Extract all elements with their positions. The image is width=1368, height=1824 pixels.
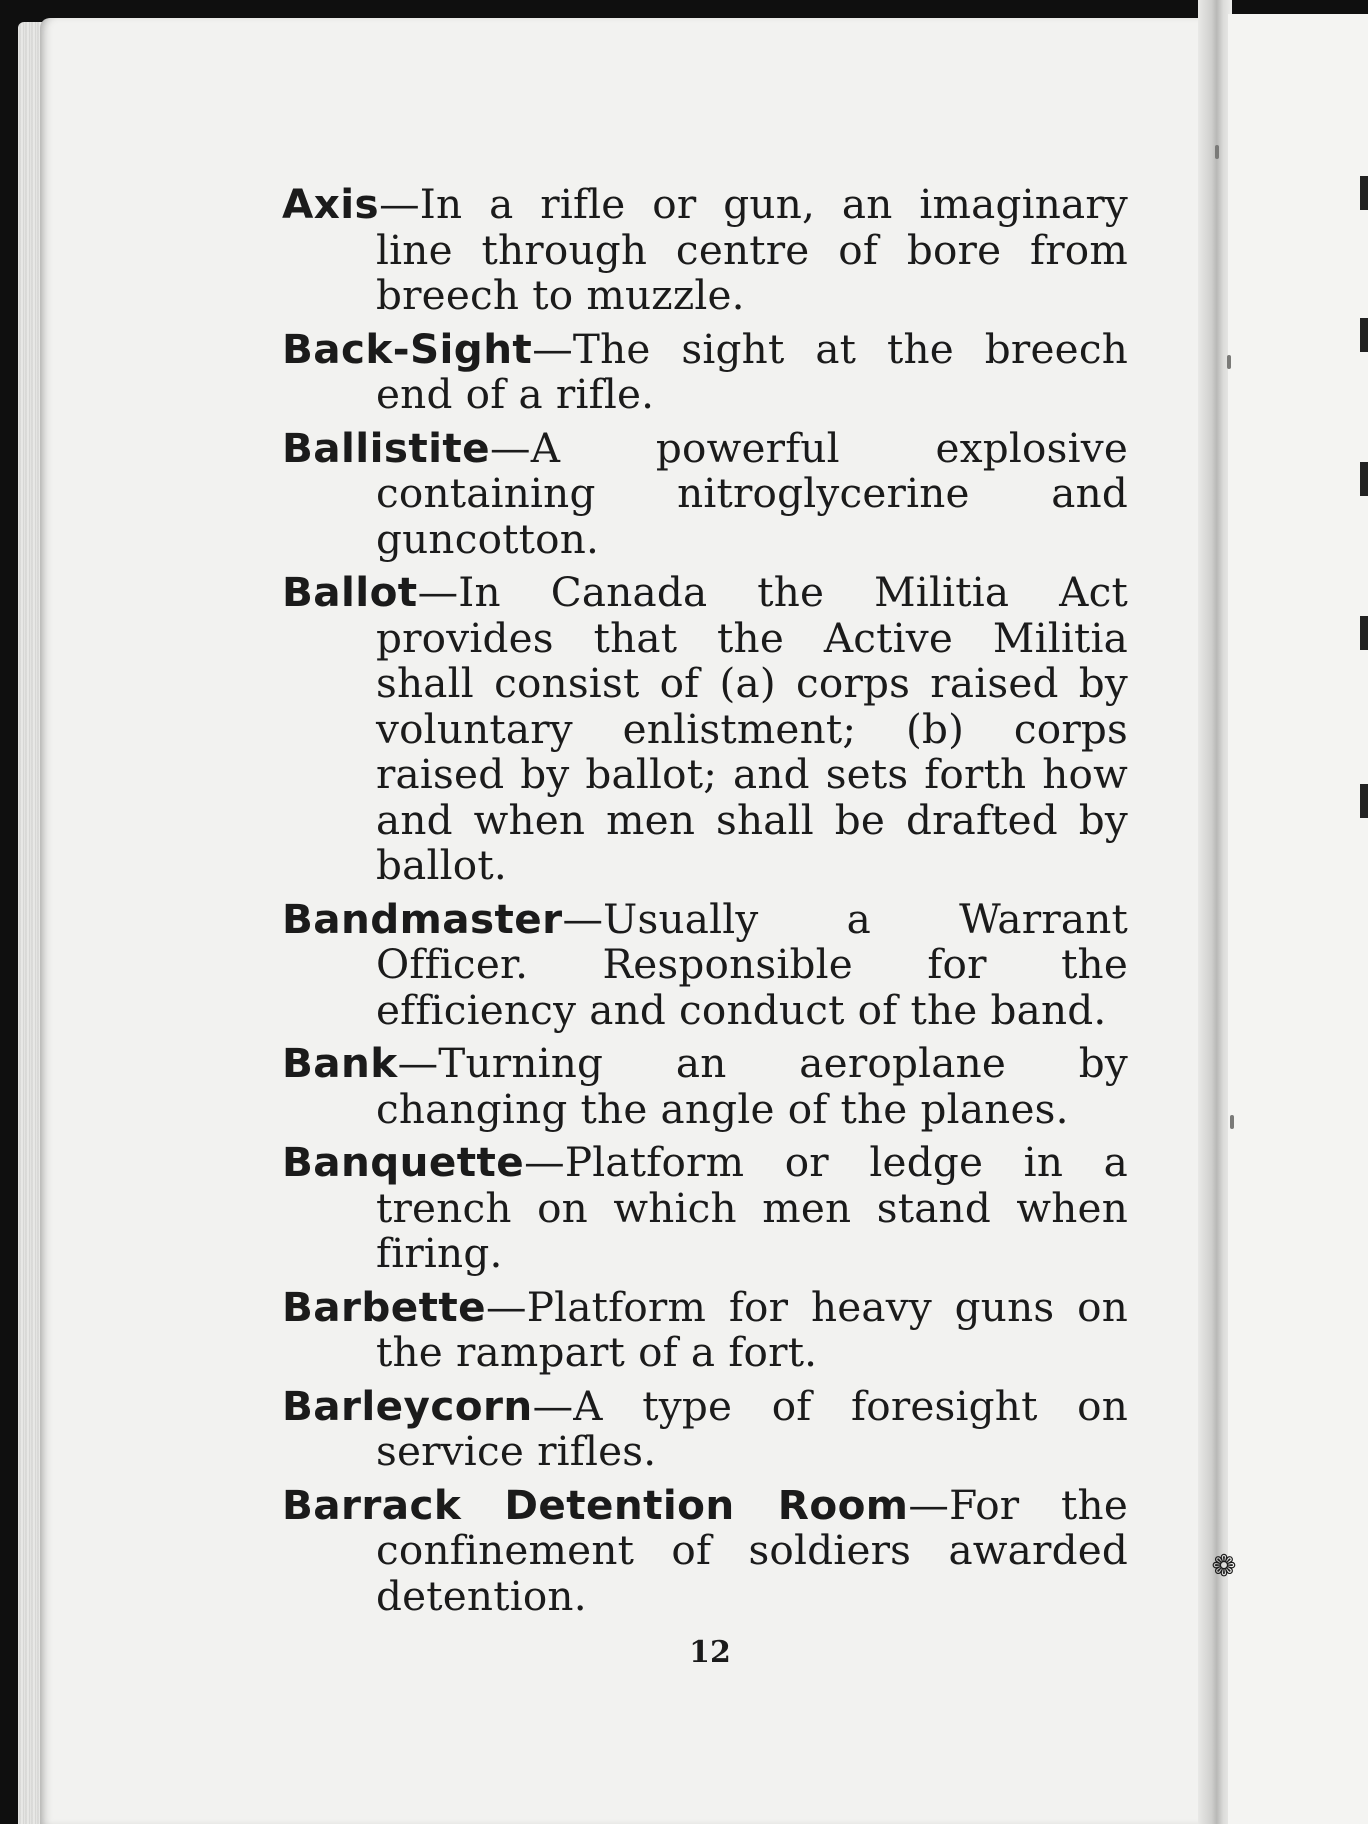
glossary-entry (282, 324, 1128, 418)
glossary-entry (282, 894, 1128, 1034)
fleuron-ornament-icon: ❁ (1211, 1549, 1237, 1584)
glossary-term: Back-Sight (282, 324, 533, 373)
glossary-definition: —Platform for heavy guns on the rampart of a fort. (376, 1282, 1128, 1376)
glossary-entry (282, 423, 1128, 563)
glossary-term: Bandmaster (282, 894, 563, 943)
paper-speck (1227, 355, 1231, 369)
glossary-entry (282, 1381, 1128, 1475)
book-page (40, 18, 1218, 1824)
page-number: 12 (689, 1635, 731, 1670)
glossary-term: Axis (282, 180, 380, 228)
paper-speck (1230, 1115, 1234, 1129)
glossary-term: Banquette (282, 1138, 525, 1186)
facing-page-edge (1228, 14, 1368, 1824)
glossary-definition: —Platform or ledge in a trench on which men stand when firing. (376, 1138, 1128, 1277)
glossary-entry (282, 1140, 1128, 1277)
glossary-term: Barleycorn (282, 1381, 533, 1430)
facing-page-text-fragment (1360, 616, 1368, 650)
glossary-definition: —A powerful explosive containing nitroglycerine and guncotton. (376, 423, 1128, 563)
glossary-definition: —In Canada the Militia Act provides that the Active Militia shall consist of (a) corps raised by voluntary enlistment; (b) corps raised by ballot; and sets forth how and when men shall be drafted by ballot. (376, 568, 1128, 889)
glossary-definition: —A type of foresight on service rifles. (376, 1381, 1128, 1475)
glossary-list (282, 182, 1128, 1627)
glossary-entry (282, 1480, 1128, 1620)
glossary-term: Barbette (282, 1282, 487, 1331)
facing-page-text-fragment (1360, 462, 1368, 496)
glossary-definition: —In a rifle or gun, an imaginary line through centre of bore from breech to muzzle. (376, 180, 1128, 319)
facing-page-text-fragment (1360, 318, 1368, 352)
facing-page-text-fragment (1360, 176, 1368, 210)
glossary-entry (282, 1282, 1128, 1376)
glossary-term: Ballot (282, 568, 418, 616)
glossary-term: Barrack Detention Room (282, 1480, 909, 1529)
glossary-entry (282, 1041, 1128, 1132)
glossary-entry (282, 570, 1128, 889)
glossary-definition: —Usually a Warrant Officer. Responsible for the efficiency and conduct of the band. (376, 894, 1128, 1034)
glossary-definition: —The sight at the breech end of a rifle. (376, 324, 1128, 418)
paper-speck (1215, 145, 1219, 159)
glossary-term: Ballistite (282, 423, 491, 472)
glossary-definition: —For the confinement of soldiers awarded detention. (376, 1480, 1128, 1620)
glossary-entry (282, 182, 1128, 319)
glossary-term: Bank (282, 1039, 398, 1087)
facing-page-text-fragment (1360, 784, 1368, 818)
glossary-definition: —Turning an aeroplane by changing the angle of the planes. (376, 1039, 1128, 1133)
